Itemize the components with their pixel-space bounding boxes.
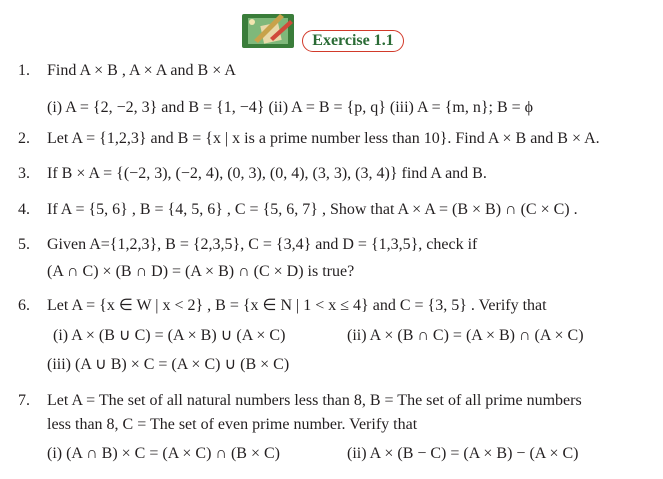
exercise-title: Exercise 1.1 [302, 30, 404, 52]
question-part: (iii) (A ∪ B) × C = (A × C) ∪ (B × C) [47, 356, 290, 373]
question-text: Find A × B , A × A and B × A [47, 62, 236, 79]
question-number: 3. [18, 165, 30, 182]
question-text: If B × A = {(−2, 3), (−2, 4), (0, 3), (0, 4), (3, 3), (3, 4)} find A and B. [47, 165, 487, 182]
question-text: Given A={1,2,3}, B = {2,3,5}, C = {3,4} and D = {1,3,5}, check if [47, 236, 478, 253]
question-part: (i) (A ∩ B) × C = (A × C) ∩ (B × C) [47, 445, 280, 462]
question-number: 7. [18, 392, 30, 409]
question-number: 4. [18, 201, 30, 218]
question-text: If A = {5, 6} , B = {4, 5, 6} , C = {5, 6, 7} , Show that A × A = (B × B) ∩ (C × C) . [47, 201, 578, 218]
question-number: 5. [18, 236, 30, 253]
question-text: Let A = {x ∈ W | x < 2} , B = {x ∈ N | 1 < x ≤ 4} and C = {3, 5} . Verify that [47, 297, 547, 314]
question-part: (ii) A × (B − C) = (A × B) − (A × C) [347, 445, 579, 462]
question-text: Let A = {1,2,3} and B = {x | x is a prime number less than 10}. Find A × B and B × A. [47, 130, 600, 147]
question-part: (ii) A × (B ∩ C) = (A × B) ∩ (A × C) [347, 327, 584, 344]
question-text: (A ∩ C) × (B ∩ D) = (A × B) ∩ (C × D) is true? [47, 263, 355, 280]
question-text: Let A = The set of all natural numbers less than 8, B = The set of all prime numbers [47, 392, 582, 409]
question-text: less than 8, C = The set of even prime number. Verify that [47, 416, 418, 433]
question-part: (i) A × (B ∪ C) = (A × B) ∪ (A × C) [53, 327, 286, 344]
question-number: 6. [18, 297, 30, 314]
question-number: 1. [18, 62, 30, 79]
question-number: 2. [18, 130, 30, 147]
question-text: (i) A = {2, −2, 3} and B = {1, −4} (ii) A = B = {p, q} (iii) A = {m, n}; B = ϕ [47, 99, 534, 116]
book-pen-icon [240, 10, 300, 50]
